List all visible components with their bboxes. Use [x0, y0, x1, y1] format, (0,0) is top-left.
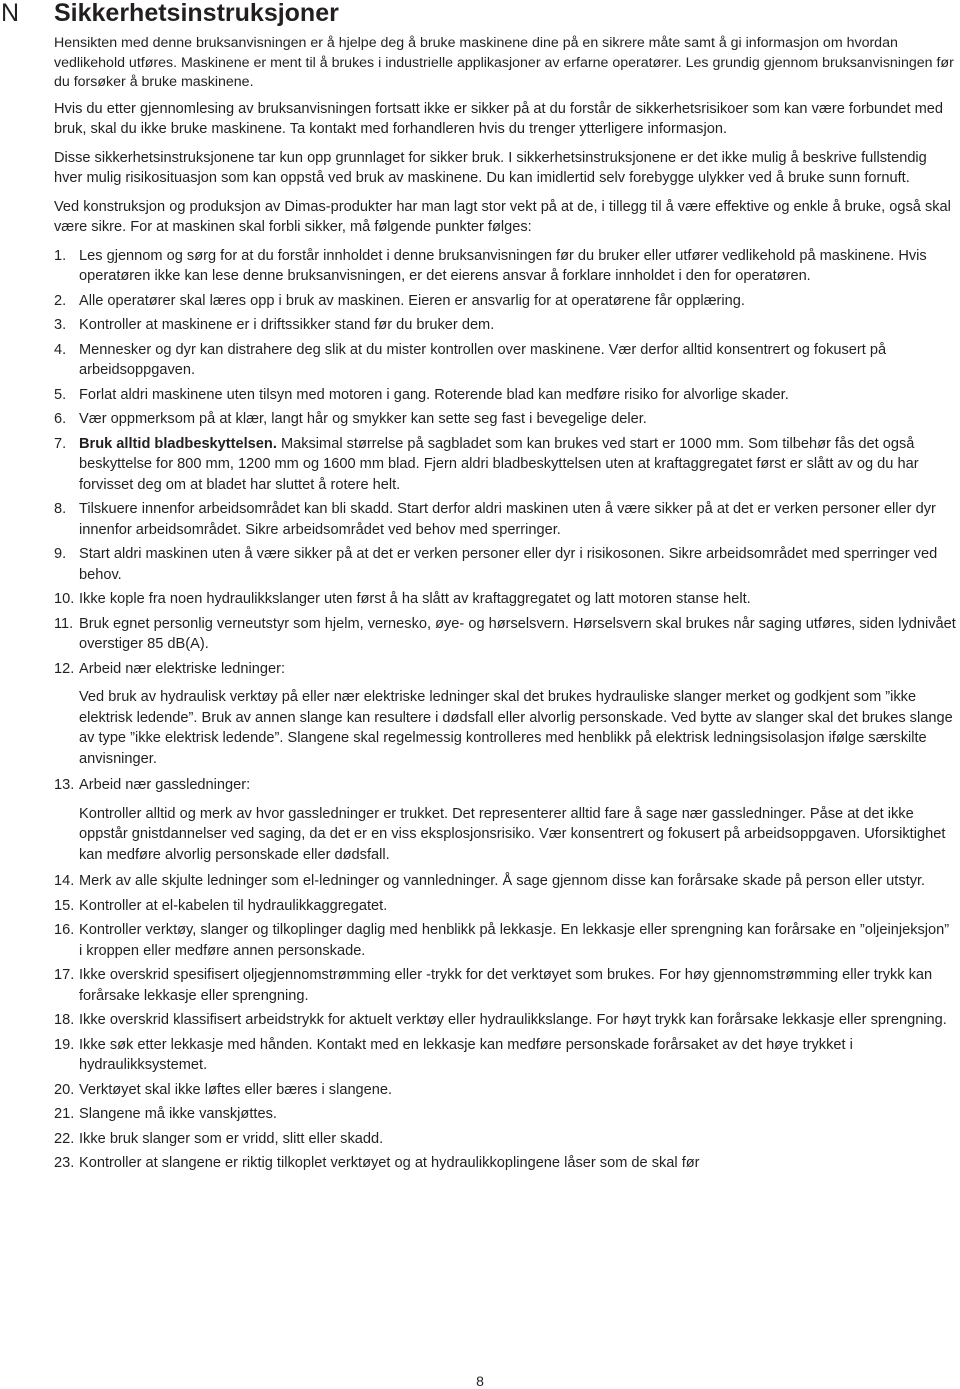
rule-text	[79, 1082, 392, 1098]
rule-text	[79, 248, 927, 285]
rule-body: Mennesker og dyr kan distrahere deg slik at du mister kontrollen over maskinene. Vær derfor alltid konsentrert og fokusert på arbeidsoppgaven.	[79, 341, 887, 378]
page-number: 8	[476, 1373, 484, 1389]
rule-body: Kontroller at slangene er riktig tilkoplet verktøyet og at hydraulikkoplingene låser som de skal før	[79, 1155, 700, 1171]
safety-rule-item	[54, 920, 956, 961]
rule-text	[79, 777, 250, 793]
safety-rule-item	[54, 434, 956, 496]
rule-number: 19.	[54, 1036, 75, 1053]
rule-body: Bruk egnet personlig verneutstyr som hjelm, vernesko, øye- og hørselsvern. Hørselsvern skal brukes når saging utføres, siden lydnivået overstiger 85 dB(A).	[79, 615, 956, 652]
rule-number: 8.	[54, 501, 67, 517]
rule-text	[79, 293, 745, 309]
rule-number: 5.	[54, 386, 67, 403]
rule-detail: Ved bruk av hydraulisk verktøy på eller nær elektriske ledninger skal det brukes hydrauliske slanger merket og godkjent som ”ikke elektrisk ledende”. Bruk av annen slange kan resultere i dødsfall eller alvorlig personskade. Ved bytte av slanger skal det brukes slange av type ”ikke elektrisk ledende”. Slangene skal regelmessig kontrolleres med henblikk på elektrisk ledningsisolasjon ifølge særskilte anvisninger.	[79, 689, 953, 767]
rule-number: 2.	[54, 292, 67, 309]
rule-text	[79, 1131, 383, 1147]
rule-text	[79, 898, 387, 914]
rule-body: Maksimal størrelse på sagbladet som kan brukes ved start er 1000 mm. Som tilbehør fås det også beskyttelse for 800 mm, 1200 mm og 1600 mm blad. Fjern aldri bladbeskyttelsen uten at kraftaggregatet først er slått av og du har forvisset deg om at bladet har sluttet å rotere helt.	[79, 435, 919, 493]
rule-text	[79, 436, 919, 493]
rule-number: 17.	[54, 967, 75, 983]
safety-rule-item	[54, 896, 956, 917]
safety-rule-item	[54, 1129, 956, 1150]
rule-body: Arbeid nær gassledninger:	[79, 777, 251, 793]
safety-rule-item	[54, 775, 956, 865]
rule-body: Kontroller at maskinene er i driftssikker stand før du bruker dem.	[79, 317, 495, 333]
safety-rule-item	[54, 659, 956, 770]
rule-body: Ikke overskrid klassifisert arbeidstrykk for aktuelt verktøy eller hydraulikkslange. For høyt trykk kan forårsake lekkasje eller sprengning.	[79, 1012, 947, 1028]
rule-text	[79, 411, 647, 427]
scope-paragraph: Disse sikkerhetsinstruksjonene tar kun opp grunnlaget for sikker bruk. I sikkerhetsinstruksjonene er det ikke mulig å beskrive fullstendig hver mulig risikosituasjon som kan oppstå ved bruk av maskinene. Du kan imidlertid selv forebygge ulykker ved å bruke sunn fornuft.	[54, 149, 927, 186]
rule-body: Les gjennom og sørg for at du forstår innholdet i denne bruksanvisningen før du bruker eller utfører vedlikehold på maskinene. Hvis operatøren ikke kan lese denne bruksanvisningen, er det eierens ansvar å forklare innholdet i den for operatøren.	[79, 247, 927, 284]
rule-number: 11.	[54, 615, 74, 632]
rule-text	[79, 387, 789, 403]
safety-rule-item	[54, 1035, 956, 1076]
safety-rule-item	[54, 385, 956, 406]
rule-body: Verktøyet skal ikke løftes eller bæres i slangene.	[79, 1081, 393, 1098]
rule-text	[79, 1106, 277, 1122]
intro-paragraph: Hensikten med denne bruksanvisningen er å hjelpe deg å bruke maskinene dine på en sikrere måte samt å gi informasjon om hvordan vedlikehold utføres. Maskinene er ment til å brukes i industrielle applikasjoner av erfarne operatører. Les grundig gjennom bruksanvisningen før du forsøker å bruke maskinene.	[54, 35, 954, 90]
rule-text	[79, 546, 937, 583]
safety-rule-item	[54, 544, 956, 585]
rule-number: 22.	[54, 1130, 75, 1147]
rule-number: 6.	[54, 411, 67, 427]
rule-text	[79, 661, 285, 677]
rule-number: 18.	[54, 1012, 75, 1028]
page-title: Sikkerhetsinstruksjoner	[54, 0, 339, 27]
rule-number: 14.	[54, 873, 75, 889]
rule-number: 23.	[54, 1155, 75, 1171]
rule-number: 12.	[54, 660, 75, 677]
rule-body: Ikke overskrid spesifisert oljegjennomstrømming eller -trykk for det verktøyet som brukes. For høy gjennomstrømming eller trykk kan forårsake lekkasje eller sprengning.	[79, 967, 933, 1004]
rule-number: 9.	[54, 546, 67, 562]
rule-emphasis: Bruk alltid bladbeskyttelsen.	[79, 435, 277, 452]
rule-body: Ikke bruk slanger som er vridd, slitt eller skadd.	[79, 1130, 384, 1147]
rule-number: 7.	[54, 435, 67, 452]
rule-body: Merk av alle skjulte ledninger som el-ledninger og vannledninger. Å sage gjennom disse kan forårsake skade på person eller utstyr.	[79, 873, 926, 889]
rule-body: Vær oppmerksom på at klær, langt hår og smykker kan sette seg fast i bevegelige deler.	[79, 411, 647, 427]
rule-number: 16.	[54, 922, 75, 938]
safety-rule-item	[54, 1080, 956, 1101]
rule-detail: Kontroller alltid og merk av hvor gassledninger er trukket. Det representerer alltid fare å sage nær gassledninger. Påse at det ikke oppstår gnistdannelser ved saging, da det er en viss eksplosjonsrisiko. Vær konsentrert og fokusert på arbeidsoppgaven. Uforsiktighet kan medføre alvorlig personskade eller dødsfall.	[79, 805, 946, 863]
rule-text	[79, 317, 494, 333]
rule-body: Arbeid nær elektriske ledninger:	[79, 660, 286, 677]
safety-rule-item	[54, 315, 956, 336]
safety-rule-item	[54, 614, 956, 655]
rule-number: 15.	[54, 897, 75, 914]
safety-rule-item	[54, 499, 956, 540]
safety-rules-list	[54, 246, 956, 1174]
document-body	[54, 34, 956, 1178]
rule-number: 3.	[54, 317, 67, 333]
rule-text	[79, 1155, 700, 1171]
safety-rule-item	[54, 340, 956, 381]
safety-rule-item	[54, 589, 956, 610]
rule-text	[79, 342, 886, 379]
rule-body: Ikke søk etter lekkasje med hånden. Kontakt med en lekkasje kan medføre personskade forårsaket av det høye trykket i hydraulikksystemet.	[79, 1036, 853, 1073]
rule-number: 4.	[54, 341, 67, 358]
rule-text	[79, 501, 936, 538]
rule-body: Slangene må ikke vanskjøttes.	[79, 1106, 277, 1122]
rule-text	[79, 1037, 853, 1074]
safety-rule-item	[54, 871, 956, 892]
rule-body: Tilskuere innenfor arbeidsområdet kan bli skadd. Start derfor aldri maskinen uten å være sikker på at det er verken personer eller dyr innenfor arbeidsområdet. Sikre arbeidsområdet ved behov med sperringer.	[79, 501, 936, 538]
safety-rule-item	[54, 409, 956, 430]
rule-text	[79, 922, 949, 959]
rule-number: 10.	[54, 591, 75, 607]
rule-text	[79, 616, 956, 653]
rule-number: 21.	[54, 1106, 75, 1122]
rule-body: Forlat aldri maskinene uten tilsyn med motoren i gang. Roterende blad kan medføre risiko for alvorlige skader.	[79, 386, 789, 403]
safety-rule-item	[54, 965, 956, 1006]
design-paragraph: Ved konstruksjon og produksjon av Dimas-produkter har man lagt stor vekt på at de, i tillegg til å være effektive og enkle å bruke, også skal være sikre. For at maskinen skal forbli sikker, må følgende punkter følges:	[54, 198, 951, 235]
rule-text	[79, 1012, 947, 1028]
safety-rule-item	[54, 291, 956, 312]
rule-text	[79, 967, 932, 1004]
rule-body: Kontroller verktøy, slanger og tilkoplinger daglig med henblikk på lekkasje. En lekkasje eller sprengning kan forårsake en ”oljeinjeksjon” i kroppen eller medføre annen personskade.	[79, 922, 950, 959]
rule-text	[79, 591, 751, 607]
rule-body: Ikke kople fra noen hydraulikkslanger uten først å ha slått av kraftaggregatet og latt motoren stanse helt.	[79, 591, 751, 607]
rule-number: 13.	[54, 777, 75, 793]
safety-rule-item	[54, 1010, 956, 1031]
rule-number: 1.	[54, 247, 67, 264]
rule-number: 20.	[54, 1081, 75, 1098]
rule-body: Kontroller at el-kabelen til hydraulikkaggregatet.	[79, 897, 388, 914]
language-tag: N	[1, 0, 20, 27]
safety-rule-item	[54, 1153, 956, 1174]
rule-body: Start aldri maskinen uten å være sikker på at det er verken personer eller dyr i risikosonen. Sikre arbeidsområdet med sperringer ved behov.	[79, 546, 938, 583]
uncertainty-paragraph: Hvis du etter gjennomlesing av bruksanvisningen fortsatt ikke er sikker på at du forstår de sikkerhetsrisikoer som kan være forbundet med bruk, skal du ikke bruke maskinene. Ta kontakt med forhandleren hvis du trenger ytterligere informasjon.	[54, 100, 944, 137]
safety-rule-item	[54, 246, 956, 287]
safety-rule-item	[54, 1104, 956, 1125]
rule-body: Alle operatører skal læres opp i bruk av maskinen. Eieren er ansvarlig for at operatørene får opplæring.	[79, 292, 745, 309]
rule-text	[79, 873, 925, 889]
